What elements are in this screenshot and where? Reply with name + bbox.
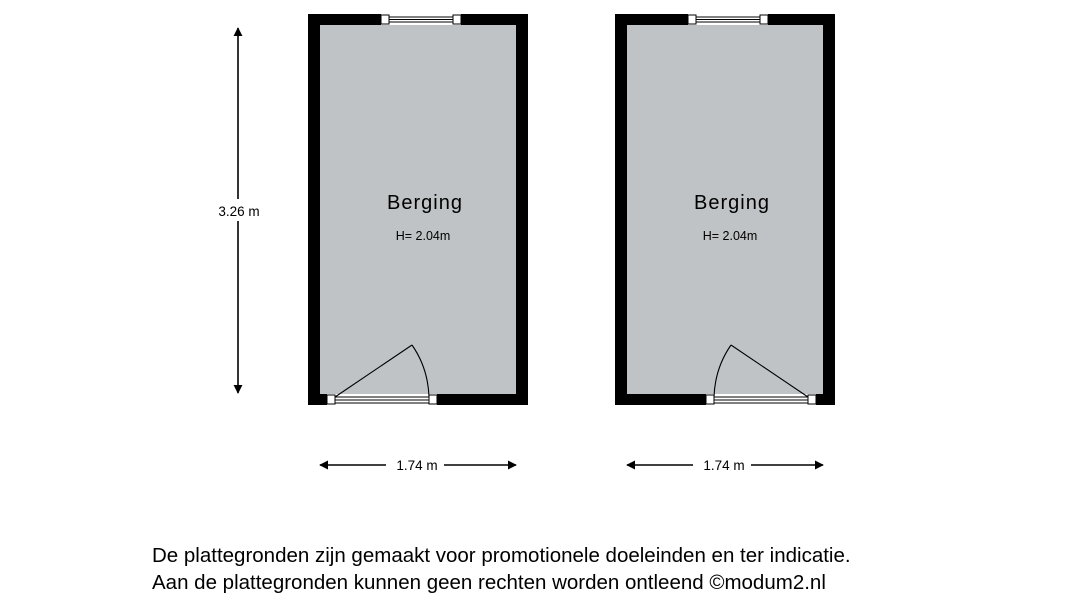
room-2-width-dimension	[627, 458, 823, 473]
room-1-width-dimension	[320, 458, 516, 473]
room-2-name: Berging	[694, 192, 770, 214]
disclaimer-line-1: De plattegronden zijn gemaakt voor promotionele doeleinden en ter indicatie.	[152, 544, 851, 567]
room-1-width-label: 1.74 m	[396, 458, 438, 473]
room-1	[308, 14, 528, 405]
room-2-height: H= 2.04m	[702, 229, 758, 243]
room-2-width-label: 1.74 m	[703, 458, 745, 473]
disclaimer	[152, 542, 1052, 596]
room-1-window	[381, 14, 461, 25]
room-2	[615, 14, 835, 405]
room-2-window	[688, 14, 768, 25]
depth-dimension	[212, 28, 268, 393]
room-1-height: H= 2.04m	[395, 229, 451, 243]
disclaimer-line-2: Aan de plattegronden kunnen geen rechten worden ontleend ©modum2.nl	[152, 571, 826, 594]
depth-dimension-label: 3.26 m	[218, 204, 260, 219]
room-1-name: Berging	[387, 192, 463, 214]
